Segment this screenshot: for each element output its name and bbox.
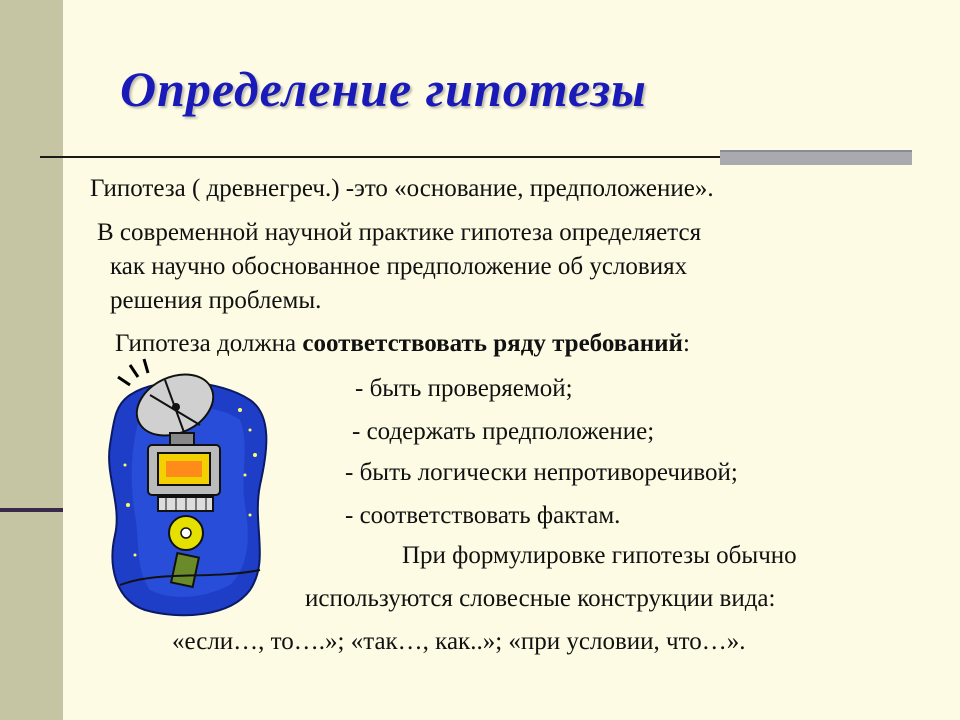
- requirement-item: - быть проверяемой;: [355, 375, 573, 402]
- science-text-line-1: В современной научной практике гипотеза определяется: [97, 219, 702, 246]
- slide-title: Определение гипотезы: [120, 61, 647, 117]
- requirements-intro-colon: :: [682, 330, 690, 357]
- formulation-text-line-1: При формулировке гипотезы обычно: [402, 542, 797, 569]
- science-text-line-3: решения проблемы.: [110, 287, 322, 314]
- requirements-intro-plain: Гипотеза должна: [115, 330, 303, 357]
- formulation-text-line-2: используются словесные конструкции вида:: [305, 585, 776, 612]
- requirement-item: - быть логически непротиворечивой;: [345, 459, 738, 486]
- requirement-item: - содержать предположение;: [352, 418, 655, 445]
- left-decor-band: [0, 0, 63, 720]
- requirements-intro-bold: соответствовать ряду требований: [302, 330, 683, 357]
- requirements-intro: [115, 330, 690, 358]
- satellite-computer-clipart-icon: [100, 355, 280, 625]
- title-divider-bar: [720, 150, 912, 165]
- definition-text: Гипотеза ( древнегреч.) -это «основание, предположение».: [90, 175, 714, 202]
- formulation-text-line-3: «если…, то….»; «так…, как..»; «при условии, что…».: [172, 628, 746, 655]
- requirement-item: - соответствовать фактам.: [345, 502, 621, 529]
- left-band-accent-line: [0, 508, 63, 512]
- science-text-line-2: как научно обоснованное предположение об условиях: [110, 253, 688, 280]
